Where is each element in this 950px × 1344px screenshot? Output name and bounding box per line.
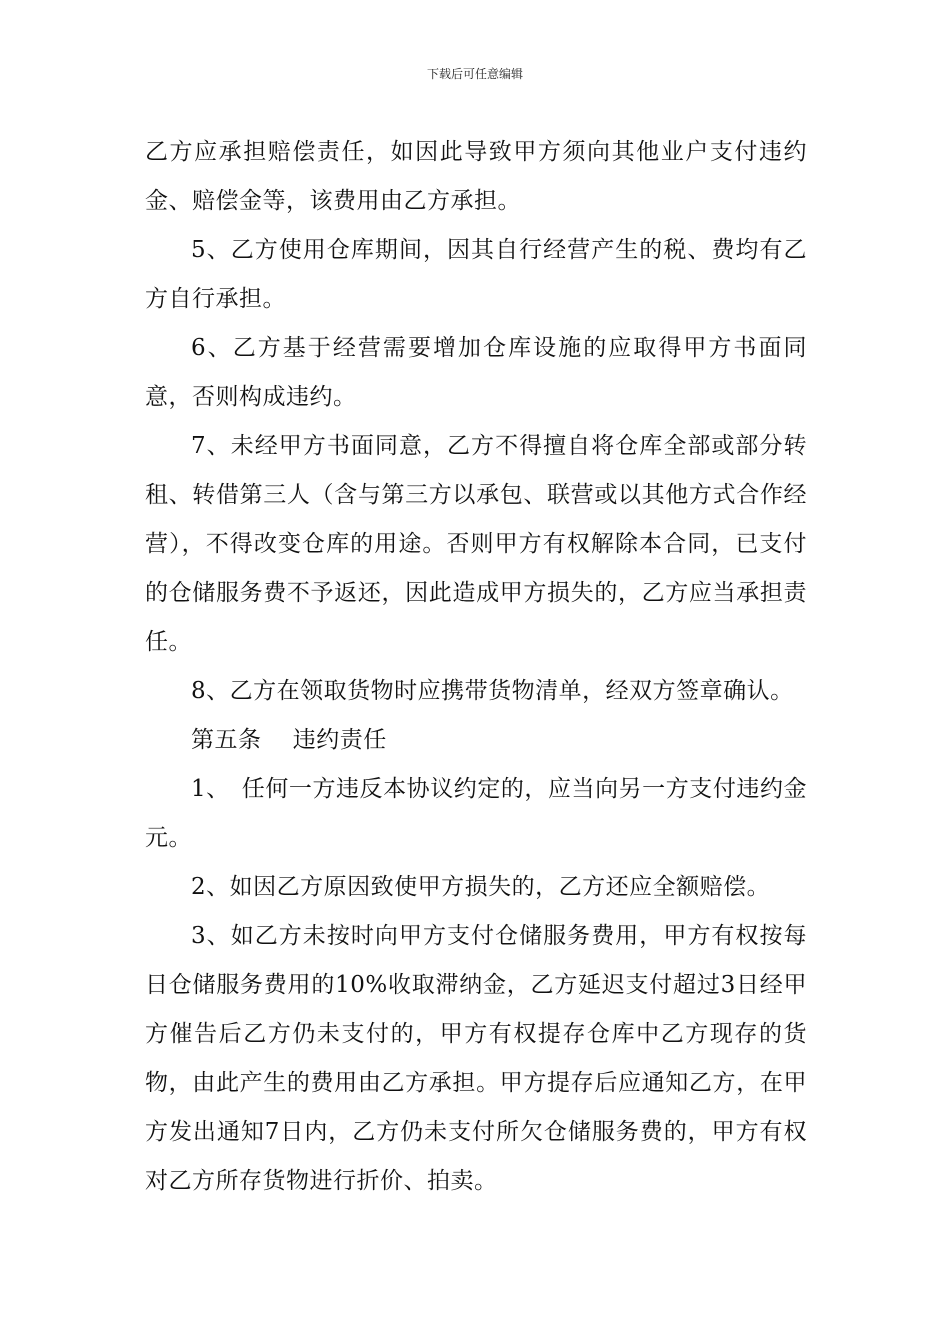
clause-5: 5、乙方使用仓库期间，因其自行经营产生的税、费均有乙方自行承担。	[145, 237, 807, 312]
paragraph-continuation: 乙方应承担赔偿责任，如因此导致甲方须向其他业户支付违约金、赔偿金等，该费用由乙方承担。	[145, 139, 807, 214]
clause-6: 6、乙方基于经营需要增加仓库设施的应取得甲方书面同意，否则构成违约。	[145, 335, 807, 410]
clause-7: 7、未经甲方书面同意，乙方不得擅自将仓库全部或部分转租、转借第三人（含与第三方以承包、联营或以其他方式合作经营），不得改变仓库的用途。否则甲方有权解除本合同，已支付的仓储服务费不予返还，因此造成甲方损失的，乙方应当承担责任。	[145, 433, 807, 655]
article-5-clause-1: 1、 任何一方违反本协议约定的，应当向另一方支付违约金 元。	[145, 776, 839, 851]
clause-8: 8、乙方在领取货物时应携带货物清单，经双方签章确认。	[191, 678, 794, 704]
article-5-clause-3: 3、如乙方未按时向甲方支付仓储服务费用，甲方有权按每日仓储服务费用的10%收取滞纳金，乙方延迟支付超过3日经甲方催告后乙方仍未支付的，甲方有权提存仓库中乙方现存的货物，由此产生的费用由乙方承担。甲方提存后应通知乙方，在甲方发出通知7日内，乙方仍未支付所欠仓储服务费的，甲方有权对乙方所存货物进行折价、拍卖。	[145, 923, 807, 1194]
page-header: 下载后可任意编辑	[426, 67, 523, 81]
article-5-heading: 第五条 违约责任	[191, 727, 387, 753]
article-5-clause-2: 2、如因乙方原因致使甲方损失的，乙方还应全额赔偿。	[191, 874, 771, 900]
document-body	[145, 128, 839, 1206]
